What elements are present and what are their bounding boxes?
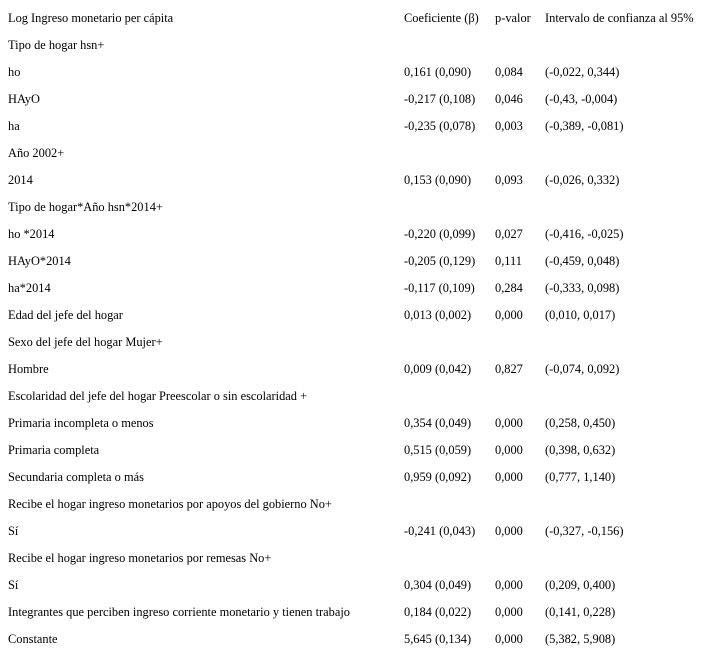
table-row [0, 335, 722, 362]
row-coefficient: 0,354 (0,049) [404, 416, 472, 430]
row-p-value: 0,046 [495, 92, 523, 106]
table-row [0, 389, 722, 416]
table-row [0, 497, 722, 524]
row-coefficient: -0,205 (0,129) [404, 254, 476, 268]
row-label: ha [8, 119, 20, 133]
row-confidence-interval: (-0,074, 0,092) [545, 362, 620, 376]
row-coefficient: -0,235 (0,078) [404, 119, 476, 133]
row-p-value: 0,827 [495, 362, 523, 376]
row-label: Recibe el hogar ingreso monetarios por apoyos del gobierno No+ [8, 497, 332, 511]
row-confidence-interval: (-0,459, 0,048) [545, 254, 620, 268]
row-confidence-interval: (-0,022, 0,344) [545, 65, 620, 79]
table-row [0, 362, 722, 389]
table-header [0, 11, 722, 38]
header-variable: Log Ingreso monetario per cápita [8, 11, 174, 25]
row-label: ho *2014 [8, 227, 55, 241]
row-label: ha*2014 [8, 281, 51, 295]
row-label: Tipo de hogar hsn+ [8, 38, 105, 52]
row-p-value: 0,000 [495, 632, 523, 646]
row-label: Recibe el hogar ingreso monetarios por remesas No+ [8, 551, 272, 565]
row-coefficient: 0,009 (0,042) [404, 362, 472, 376]
table-row [0, 632, 722, 659]
row-p-value: 0,003 [495, 119, 523, 133]
row-coefficient: 0,013 (0,002) [404, 308, 472, 322]
table-row [0, 551, 722, 578]
row-p-value: 0,000 [495, 308, 523, 322]
table-row [0, 119, 722, 146]
row-label: Escolaridad del jefe del hogar Preescolar o sin escolaridad + [8, 389, 308, 403]
row-label: 2014 [8, 173, 33, 187]
row-label: HAyO [8, 92, 40, 106]
row-p-value: 0,000 [495, 443, 523, 457]
row-confidence-interval: (5,382, 5,908) [545, 632, 616, 646]
row-label: Primaria completa [8, 443, 100, 457]
row-coefficient: 0,161 (0,090) [404, 65, 472, 79]
row-p-value: 0,111 [495, 254, 522, 268]
row-label: Secundaria completa o más [8, 470, 144, 484]
row-coefficient: 0,153 (0,090) [404, 173, 472, 187]
table-row [0, 227, 722, 254]
row-confidence-interval: (-0,389, -0,081) [545, 119, 624, 133]
row-label: Integrantes que perciben ingreso corriente monetario y tienen trabajo [8, 605, 350, 619]
row-label: Sexo del jefe del hogar Mujer+ [8, 335, 163, 349]
table-row [0, 65, 722, 92]
row-confidence-interval: (0,398, 0,632) [545, 443, 616, 457]
row-p-value: 0,000 [495, 416, 523, 430]
row-p-value: 0,284 [495, 281, 523, 295]
row-confidence-interval: (-0,333, 0,098) [545, 281, 620, 295]
row-confidence-interval: (-0,026, 0,332) [545, 173, 620, 187]
row-p-value: 0,000 [495, 578, 523, 592]
table-row [0, 92, 722, 119]
header-confidence-interval: Intervalo de confianza al 95% [545, 11, 694, 25]
row-p-value: 0,000 [495, 605, 523, 619]
table-row [0, 416, 722, 443]
row-confidence-interval: (-0,327, -0,156) [545, 524, 624, 538]
row-confidence-interval: (0,209, 0,400) [545, 578, 616, 592]
row-coefficient: 0,304 (0,049) [404, 578, 472, 592]
table-row [0, 524, 722, 551]
row-coefficient: 0,184 (0,022) [404, 605, 472, 619]
row-confidence-interval: (-0,416, -0,025) [545, 227, 624, 241]
table-row [0, 281, 722, 308]
row-coefficient: 5,645 (0,134) [404, 632, 472, 646]
table-row [0, 308, 722, 335]
row-p-value: 0,000 [495, 524, 523, 538]
row-label: Tipo de hogar*Año hsn*2014+ [8, 200, 163, 214]
row-p-value: 0,000 [495, 470, 523, 484]
row-coefficient: -0,217 (0,108) [404, 92, 476, 106]
table-row [0, 443, 722, 470]
row-label: Sí [8, 578, 19, 592]
row-label: ho [8, 65, 21, 79]
table-row [0, 146, 722, 173]
table-row [0, 254, 722, 281]
row-coefficient: 0,959 (0,092) [404, 470, 472, 484]
row-p-value: 0,027 [495, 227, 523, 241]
row-label: Primaria incompleta o menos [8, 416, 154, 430]
header-coefficient: Coeficiente (β) [404, 11, 479, 25]
row-confidence-interval: (0,258, 0,450) [545, 416, 616, 430]
row-label: HAyO*2014 [8, 254, 71, 268]
row-label: Sí [8, 524, 19, 538]
row-coefficient: -0,220 (0,099) [404, 227, 476, 241]
row-confidence-interval: (0,777, 1,140) [545, 470, 616, 484]
row-label: Edad del jefe del hogar [8, 308, 123, 322]
table-row [0, 38, 722, 65]
row-confidence-interval: (0,141, 0,228) [545, 605, 616, 619]
row-label: Constante [8, 632, 58, 646]
row-coefficient: 0,515 (0,059) [404, 443, 472, 457]
row-coefficient: -0,117 (0,109) [404, 281, 475, 295]
table-row [0, 200, 722, 227]
row-coefficient: -0,241 (0,043) [404, 524, 476, 538]
row-confidence-interval: (0,010, 0,017) [545, 308, 616, 322]
table-row [0, 605, 722, 632]
row-label: Año 2002+ [8, 146, 65, 160]
table-row [0, 470, 722, 497]
table-row [0, 173, 722, 200]
row-p-value: 0,084 [495, 65, 523, 79]
row-label: Hombre [8, 362, 49, 376]
table-row [0, 578, 722, 605]
row-confidence-interval: (-0,43, -0,004) [545, 92, 618, 106]
row-p-value: 0,093 [495, 173, 523, 187]
header-p-value: p-valor [495, 11, 531, 25]
